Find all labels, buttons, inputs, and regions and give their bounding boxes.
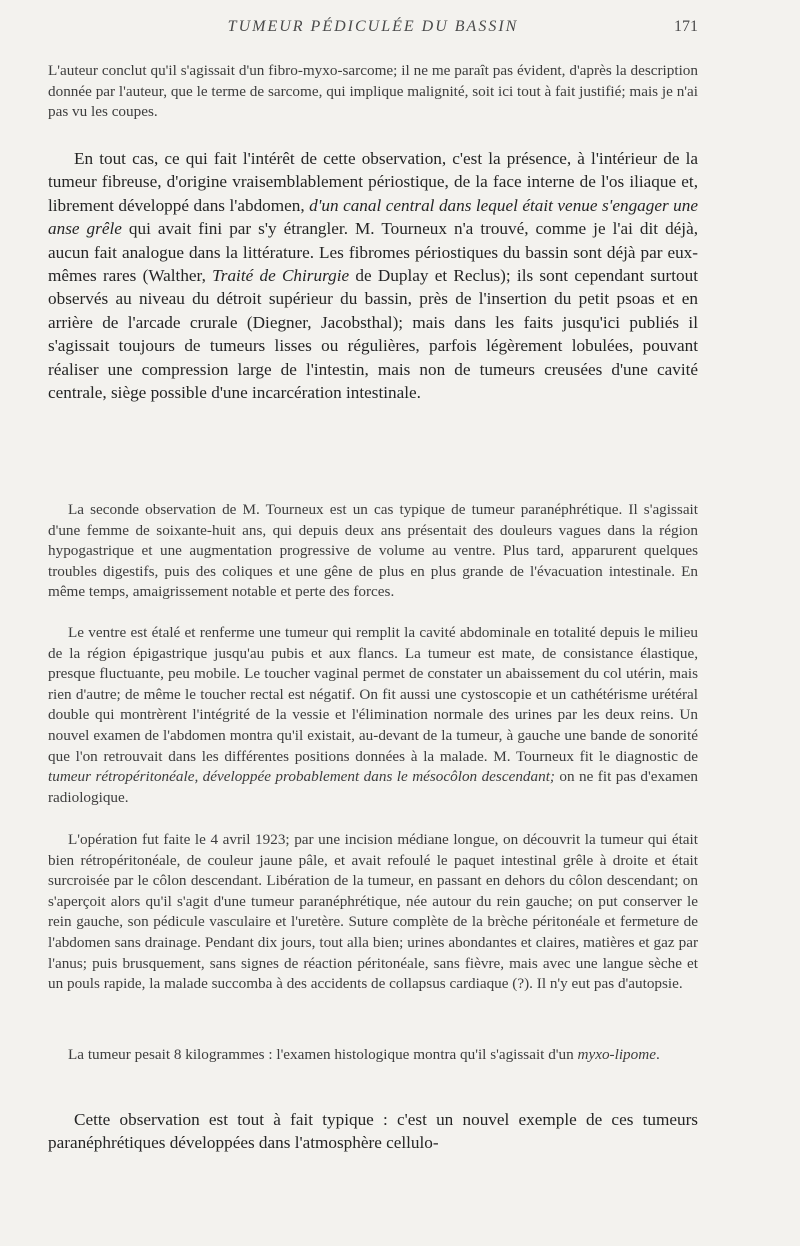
paragraph-clinical-exam xyxy=(48,623,698,808)
text-segment: La tumeur pesait 8 kilogrammes : l'examen histologique montra qu'il s'agissait d'un xyxy=(68,1046,578,1063)
text-segment: Le ventre est étalé et renferme une tumeur qui remplit la cavité abdominale en totalité depuis le milieu de la région épigastrique jusqu'au pubis et aux flancs. La tumeur est mate, de consistance élastique, presque fluctuante, peu mobile. Le toucher vaginal permet de constater un abaissement du col utérin, mais rien d'autre; de même le toucher rectal est négatif. On fit aussi une cystoscopie et un cathétérisme urétéral double qui montrèrent l'intégrité de la vessie et l'élimination normale des urines par les deux reins. Un nouvel examen de l'abdomen montra qu'il existait, au-devant de la tumeur, à gauche une bande de sonorité que l'on retrouvait dans les différentes positions données à la malade. M. Tourneux fit le diagnostic de xyxy=(48,624,698,765)
page-number: 171 xyxy=(674,18,698,35)
paragraph-histology xyxy=(48,1045,698,1066)
italic-diagnosis: tumeur rétropéritonéale, développée probablement dans le mésocôlon descendant; xyxy=(48,768,555,786)
running-title: TUMEUR PÉDICULÉE DU BASSIN xyxy=(227,18,519,35)
paragraph-second-observation: La seconde observation de M. Tourneux est un cas typique de tumeur paranéphrétique. Il s'agissait d'une femme de soixante-huit ans, qui depuis deux ans présentait des douleurs vagues dans la région hypogastrique et une augmentation progressive de volume au ventre. Plus tard, apparurent quelques troubles digestifs, puis des coliques et une gêne de plus en plus grande de l'évacuation intestinale. En même temps, amaigrissement notable et perte des forces. xyxy=(48,501,698,601)
page-header xyxy=(48,18,698,42)
paragraph-interest-observation xyxy=(48,147,698,404)
book-title: Traité de Chirurgie xyxy=(212,266,350,286)
text-segment: de Duplay et Reclus); ils sont cependant surtout observés au niveau du détroit supérieur du bassin, près de l'insertion du petit psoas et en arrière de l'arcade crurale (Diegner, Jacobsthal); mais dans les faits jusqu'ici publiés il s'agissait toujours de tumeurs lisses ou régulières, parfois légèrement lobulées, pouvant réaliser une compression large de l'intestin, mais non de tumeurs creusées d'une cavité centrale, siège possible d'une incarcération intestinale. xyxy=(48,266,698,403)
text-segment: En tout cas, ce qui fait l'intérêt de cette observation, c'est la présence, à l'intérieur de la tumeur fibreuse, d'origine vraisemblablement périostique, de la face interne de l'os iliaque et, librement développé dans l'abdomen, xyxy=(48,149,698,215)
paragraph-author-conclusion: L'auteur conclut qu'il s'agissait d'un fibro-myxo-sarcome; il ne me paraît pas évident, d'après la description donnée par l'auteur, que le terme de sarcome, qui implique malignité, soit ici tout à fait justifié; mais je n'ai pas vu les coupes. xyxy=(48,62,698,121)
italic-text: d'un canal central dans lequel était venue s'engager une anse grêle xyxy=(48,195,698,239)
italic-diagnosis: myxo-lipome xyxy=(577,1046,656,1063)
text-segment: on ne fit pas d'examen radiologique. xyxy=(48,768,698,806)
paragraph-typical-observation: Cette observation est tout à fait typique : c'est un nouvel exemple de ces tumeurs paranéphrétiques développées dans l'atmosphère cellulo- xyxy=(48,1110,698,1153)
paragraph-operation: L'opération fut faite le 4 avril 1923; par une incision médiane longue, on découvrit la tumeur qui était bien rétropéritonéale, de couleur jaune pâle, et avait refoulé le paquet intestinal grêle à droite et était surcroisée par le côlon descendant. Libération de la tumeur, en passant en dehors du côlon descendant; on s'aperçoit alors qu'il s'agit d'une tumeur paranéphrétique, née autour du rein gauche; on put conserver le rein gauche, son pédicule vasculaire et l'uretère. Suture complète de la brèche péritonéale et fermeture de l'abdomen sans drainage. Pendant dix jours, tout alla bien; urines abondantes et claires, matières et gaz par l'anus; puis brusquement, sans signes de réaction péritonéale, sans fièvre, mais avec une langue sèche et un pouls rapide, la malade succomba à des accidents de collapsus cardiaque (?). Il n'y eut pas d'autopsie. xyxy=(48,831,698,993)
text-segment: . xyxy=(655,1046,660,1063)
text-segment: qui avait fini par s'y étrangler. M. Tourneux n'a trouvé, comme je l'ai dit déjà, aucun fait analogue dans la littérature. Les fibromes périostiques du bassin sont déjà par eux-mêmes rares (Walther, xyxy=(48,219,698,286)
